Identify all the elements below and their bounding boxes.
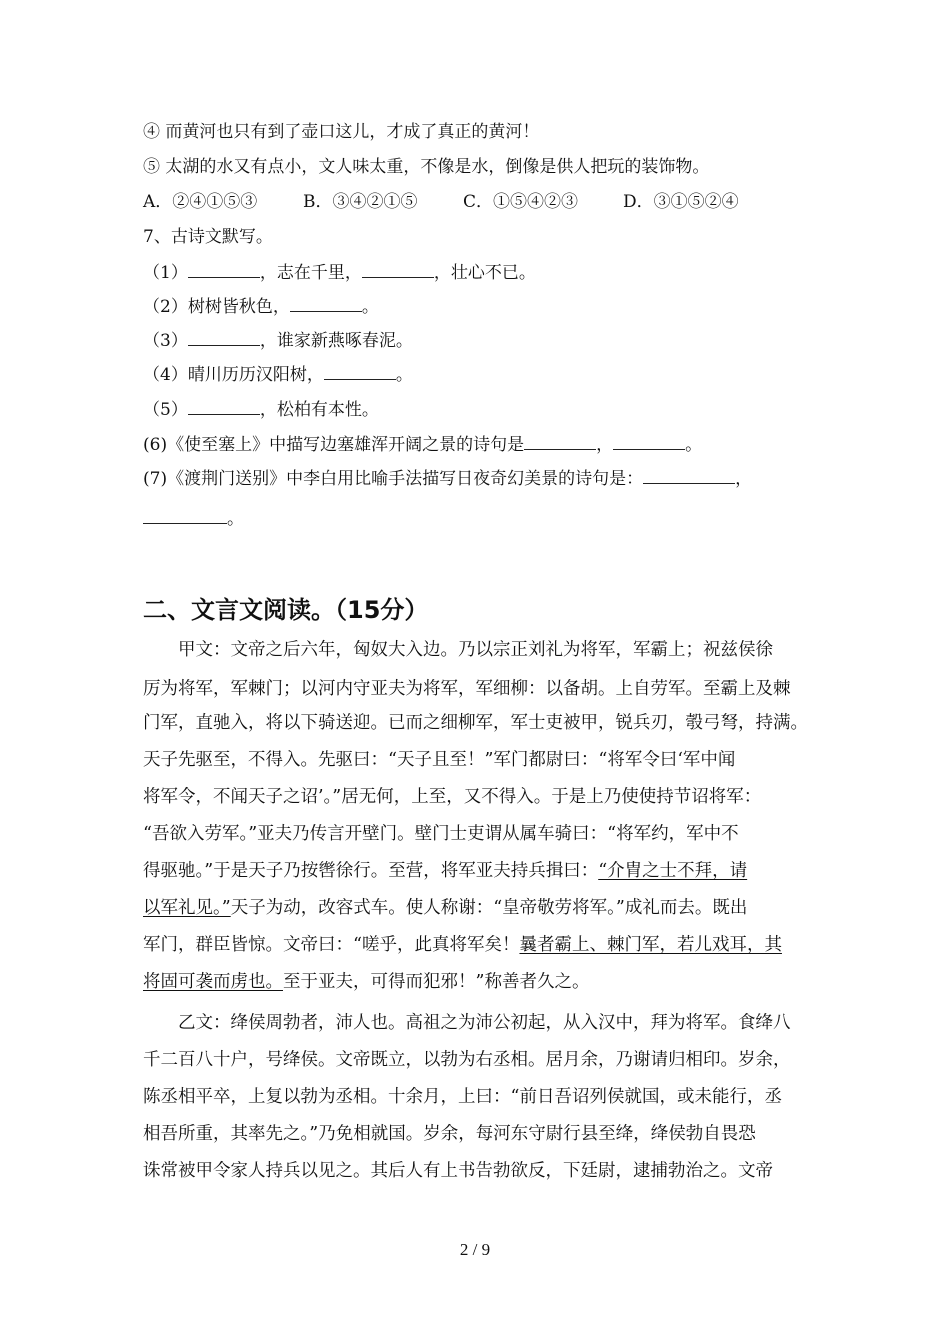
underlined-sentence: 将固可袭而虏也。 <box>143 972 283 992</box>
yi-text: 陈丞相平卒，上复以勃为丞相。十余月，上曰：“前日吾诏列侯就国，或未能行，丞 <box>143 1087 782 1107</box>
option-c: C．①⑤④②③ <box>463 192 579 212</box>
q7-line-7-text: (7)《渡荆门送别》中李白用比喻手法描写日夜奇幻美景的诗句是： <box>143 469 644 489</box>
q6-item-4: ④ 而黄河也只有到了壶口这儿，才成了真正的黄河！ <box>143 122 540 142</box>
q7-line-1-text: ，志在千里， <box>259 263 362 283</box>
q7-line-1 <box>143 260 536 285</box>
yi-line-5 <box>143 1159 813 1183</box>
jia-line-10 <box>143 970 813 994</box>
q7-line-6-text: (6)《使至塞上》中描写边塞雄浑开阔之景的诗句是 <box>143 435 525 455</box>
jia-line-7 <box>143 859 813 883</box>
jia-text: “吾欲入劳军。”亚夫乃传言开壁门。壁门士吏谓从属车骑曰：“将军约，军中不 <box>143 824 739 844</box>
answer-blank <box>324 362 396 380</box>
q7-line-7-end: 。 <box>227 509 244 529</box>
jia-line-8 <box>143 896 813 920</box>
underlined-sentence: “介胄之士不拜，请 <box>598 861 748 881</box>
jia-text: 厉为将军，军棘门；以河内守亚夫为将军，军细柳：以备胡。上自劳军。至霸上及棘 <box>143 679 791 699</box>
q7-line-4-text: （4）晴川历历汉阳树， <box>143 365 324 385</box>
jia-text: 天子先驱至，不得入。先驱曰：“天子且至！”军门都尉曰：“将军令曰‘军中闻 <box>143 750 736 770</box>
q7-line-4 <box>143 362 413 387</box>
underlined-sentence: 以军礼见。” <box>143 898 231 918</box>
answer-blank <box>524 432 596 450</box>
q7-line-4-end: 。 <box>395 365 413 385</box>
q7-line-5 <box>143 397 379 422</box>
answer-blank <box>143 506 227 524</box>
q7-line-2-end: 。 <box>361 297 379 317</box>
q7-line-3-label: （3） <box>143 331 188 351</box>
answer-blank <box>613 432 685 450</box>
answer-blank <box>362 260 434 278</box>
jia-line-6 <box>143 822 813 846</box>
q7-line-2 <box>143 294 379 319</box>
q7-line-7-sep: ， <box>735 469 753 489</box>
q7-line-6-sep: ， <box>596 435 614 455</box>
q7-line-3 <box>143 328 413 353</box>
jia-line-5 <box>143 785 813 809</box>
option-a: A．②④①⑤③ <box>143 192 258 212</box>
jia-text: 得驱驰。”于是天子乃按辔徐行。至营，将军亚夫持兵揖曰： <box>143 861 599 881</box>
yi-text: 千二百八十户，号绛侯。文帝既立，以勃为右丞相。居月余，乃谢请归相印。岁余， <box>143 1050 791 1070</box>
answer-blank <box>188 328 260 346</box>
answer-blank <box>188 397 260 415</box>
jia-line-9 <box>143 933 813 957</box>
jia-line-2 <box>143 677 813 701</box>
option-b: B．③④②①⑤ <box>303 192 418 212</box>
page-number: 2 / 9 <box>459 1240 491 1259</box>
jia-line-3 <box>143 711 813 735</box>
q7-line-5-text: ，松柏有本性。 <box>259 400 379 420</box>
jia-text: 天子为动，改容式车。使人称谢：“皇帝敬劳将军。”成礼而去。既出 <box>230 898 748 918</box>
q7-line-1-end: ，壮心不已。 <box>433 263 536 283</box>
option-d: D．③①⑤②④ <box>623 192 739 212</box>
section-title: 二、文言文阅读。（15分） <box>143 596 429 624</box>
yi-text: 相吾所重，其率先之。”乃免相就国。岁余，每河东守尉行县至绛，绛侯勃自畏恐 <box>143 1124 756 1144</box>
q7-line-7-cont <box>143 506 244 531</box>
yi-line-2 <box>143 1048 813 1072</box>
underlined-sentence: 曩者霸上、棘门军，若儿戏耳，其 <box>519 935 782 955</box>
yi-line-1 <box>143 1011 813 1035</box>
q7-title: 7、古诗文默写。 <box>143 227 273 247</box>
yi-text: 乙文：绛侯周勃者，沛人也。高祖之为沛公初起，从入汉中，拜为将军。食绛八 <box>143 1013 791 1033</box>
q6-item-5: ⑤ 太湖的水又有点小，文人味太重，不像是水，倒像是供人把玩的装饰物。 <box>143 157 710 177</box>
q7-line-5-label: （5） <box>143 400 188 420</box>
q7-line-2-text: （2）树树皆秋色， <box>143 297 290 317</box>
q7-line-6 <box>143 432 702 457</box>
jia-text: 军门，群臣皆惊。文帝曰：“嗟乎，此真将军矣！ <box>143 935 520 955</box>
q6-options <box>143 190 783 214</box>
jia-text: 将军令，不闻天子之诏’。”居无何，上至，又不得入。于是上乃使使持节诏将军： <box>143 787 762 807</box>
answer-blank <box>290 294 362 312</box>
yi-text: 诛常被甲令家人持兵以见之。其后人有上书告勃欲反，下廷尉，逮捕勃治之。文帝 <box>143 1161 773 1181</box>
answer-blank <box>188 260 260 278</box>
q7-line-7 <box>143 466 752 491</box>
answer-blank <box>643 466 735 484</box>
yi-line-3 <box>143 1085 813 1109</box>
q7-line-6-end: 。 <box>685 435 703 455</box>
jia-line-4 <box>143 748 813 772</box>
jia-line-1 <box>143 638 813 662</box>
jia-text: 甲文：文帝之后六年，匈奴大入边。乃以宗正刘礼为将军，军霸上；祝兹侯徐 <box>143 640 773 660</box>
q7-line-1-label: （1） <box>143 263 188 283</box>
q7-line-3-text: ，谁家新燕啄春泥。 <box>259 331 413 351</box>
yi-line-4 <box>143 1122 813 1146</box>
jia-text: 至于亚夫，可得而犯邪！”称善者久之。 <box>283 972 590 992</box>
jia-text: 门军，直驰入，将以下骑送迎。已而之细柳军，军士吏被甲，锐兵刃，彀弓弩，持满。 <box>143 713 808 733</box>
